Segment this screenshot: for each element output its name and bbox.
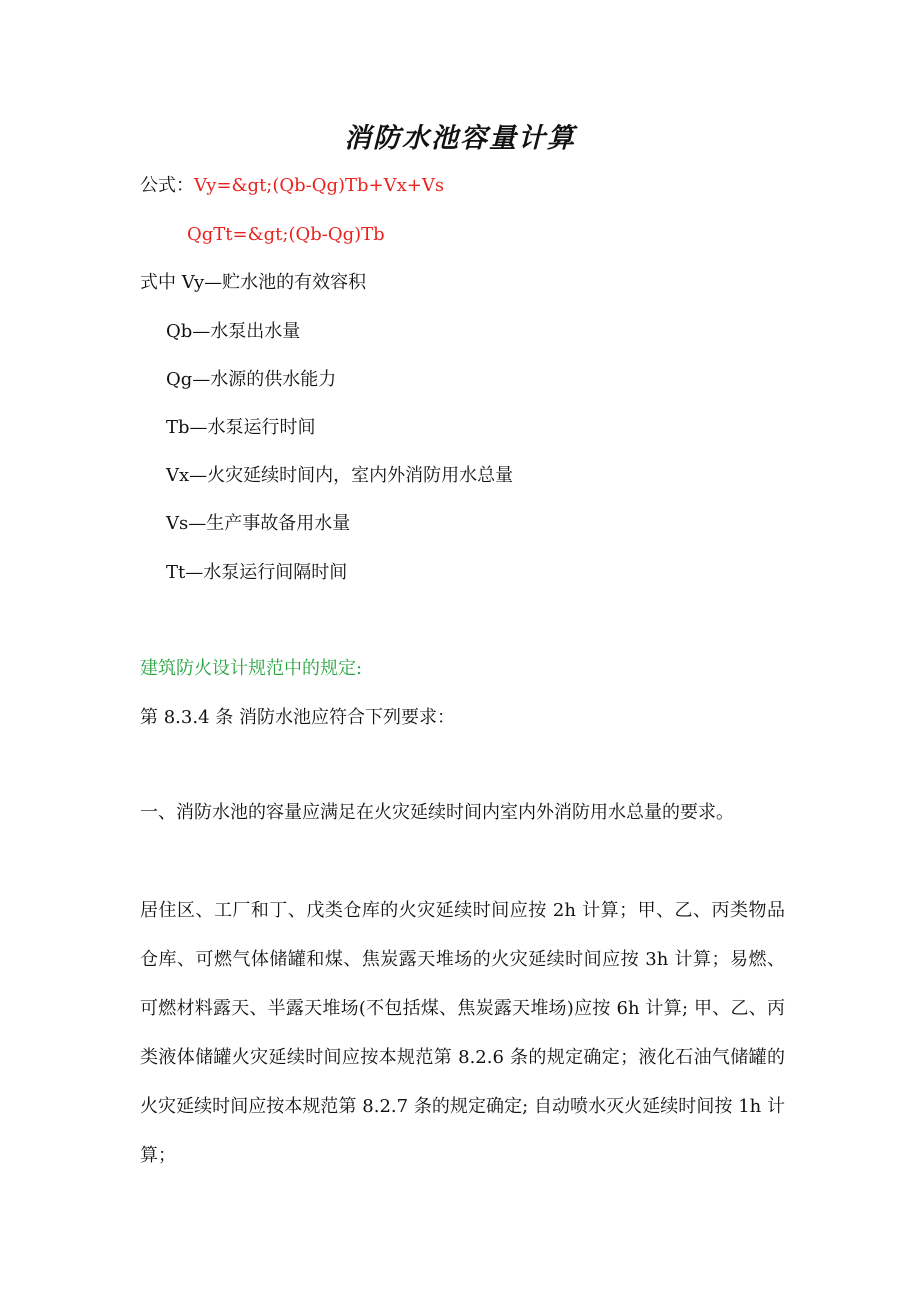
definition-item: Vs—生产事故备用水量 — [166, 513, 351, 534]
regulation-article: 第 8.3.4 条 消防水池应符合下列要求： — [140, 707, 455, 728]
definition-item: Vx—火灾延续时间内，室内外消防用水总量 — [166, 465, 514, 486]
regulation-item-1: 一、消防水池的容量应满足在火灾延续时间内室内外消防用水总量的要求。 — [140, 802, 734, 823]
definition-item: Qg—水源的供水能力 — [166, 369, 337, 390]
document-title: 消防水池容量计算 — [344, 123, 576, 154]
formula-secondary: QgTt=&gt;(Qb-Qg)Tb — [187, 224, 385, 245]
formula-primary: Vy=&gt;(Qb-Qg)Tb+Vx+Vs — [194, 175, 445, 196]
formula-line-1 — [140, 174, 444, 198]
definition-item: Qb—水泵出水量 — [166, 321, 301, 342]
regulation-heading: 建筑防火设计规范中的规定: — [140, 658, 363, 679]
formula-label: 公式： — [140, 175, 194, 196]
regulation-paragraph: 居住区、工厂和丁、戊类仓库的火灾延续时间应按 2h 计算；甲、乙、丙类物品仓库、可燃气体储罐和煤、焦炭露天堆场的火灾延续时间应按 3h 计算；易燃、可燃材料露天、半露天堆场(不包括煤、焦炭露天堆场)应按 6h 计算; 甲、乙、丙类液体储罐火灾延续时间应按本规范第 8.2.6 条的规定确定；液化石油气储罐的火灾延续时间应按本规范第 8.2.7 条的规定确定; 自动喷水灭火延续时间按 1h 计算； — [140, 900, 785, 1166]
definition-item: Tb—水泵运行时间 — [166, 417, 316, 438]
definition-item: Tt—水泵运行间隔时间 — [166, 562, 348, 583]
definition-intro: 式中 Vy—贮水池的有效容积 — [140, 272, 367, 293]
